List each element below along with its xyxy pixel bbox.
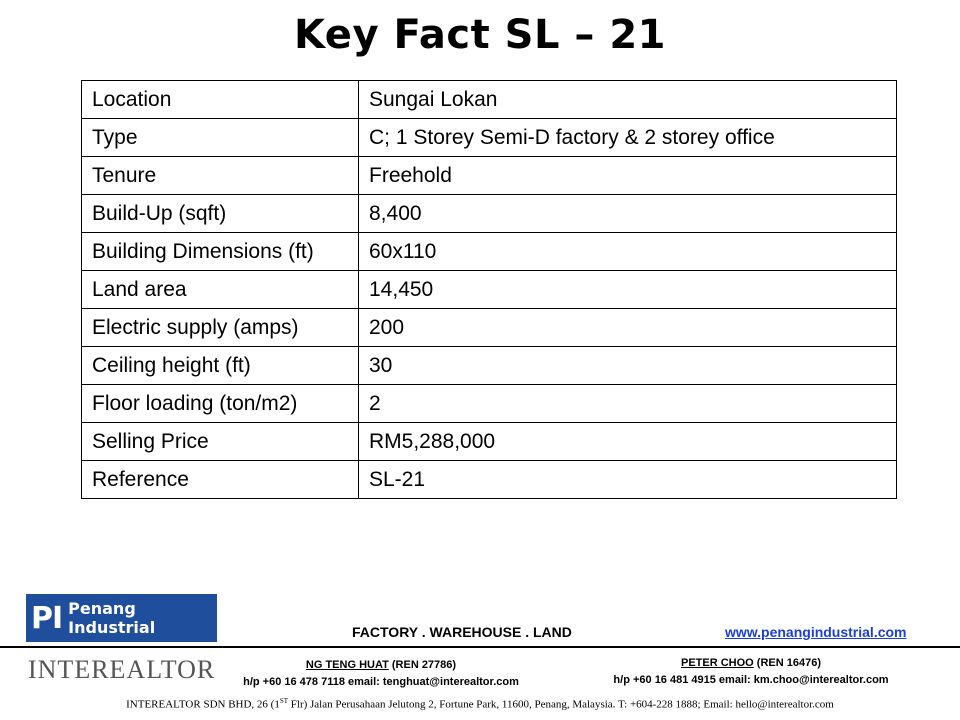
fact-value: SL-21 [359, 461, 897, 499]
table-row [82, 233, 897, 271]
fact-value: RM5,288,000 [359, 423, 897, 461]
fact-label: Building Dimensions (ft) [82, 233, 359, 271]
table-row [82, 461, 897, 499]
fact-label: Floor loading (ton/m2) [82, 385, 359, 423]
penang-industrial-logo [26, 594, 217, 642]
agent-contact-1 [226, 657, 536, 691]
page-title: Key Fact SL – 21 [294, 12, 666, 58]
address-suffix: Flr) Jalan Perusahaan Jelutong 2, Fortune Park, 11600, Penang, Malaysia. T: +604-228 1888; Email: hello@interealtor.com [288, 698, 834, 711]
fact-label: Ceiling height (ft) [82, 347, 359, 385]
pi-logo-text: Penang Industrial [68, 599, 156, 637]
table-row [82, 309, 897, 347]
agent-contact-details: h/p +60 16 478 7118 email: tenghuat@interealtor.com [243, 676, 519, 688]
table-row [82, 81, 897, 119]
table-row [82, 347, 897, 385]
agent-contact-2 [596, 655, 906, 689]
fact-label: Electric supply (amps) [82, 309, 359, 347]
fact-value: Freehold [359, 157, 897, 195]
table-row [82, 119, 897, 157]
fact-value: 8,400 [359, 195, 897, 233]
fact-label: Type [82, 119, 359, 157]
tagline: FACTORY . WAREHOUSE . LAND [352, 624, 572, 640]
table-row [82, 157, 897, 195]
fact-value: 200 [359, 309, 897, 347]
company-address [0, 697, 960, 711]
fact-value: 30 [359, 347, 897, 385]
fact-value: 2 [359, 385, 897, 423]
pi-logo-mark: PI [31, 600, 63, 636]
fact-value: 60x110 [359, 233, 897, 271]
agent-ren: (REN 27786) [391, 659, 457, 671]
key-facts-table [81, 80, 897, 499]
agent-name: PETER CHOO [681, 657, 754, 669]
fact-label: Land area [82, 271, 359, 309]
website-link[interactable]: www.penangindustrial.com [725, 624, 907, 640]
fact-label: Selling Price [82, 423, 359, 461]
address-prefix: INTEREALTOR SDN BHD, 26 (1 [126, 698, 280, 711]
agent-ren: (REN 16476) [756, 657, 821, 669]
fact-value: Sungai Lokan [359, 81, 897, 119]
interealtor-logo: INTEREALTOR [28, 655, 216, 684]
table-row [82, 271, 897, 309]
agent-contact-details: h/p +60 16 481 4915 email: km.choo@interealtor.com [613, 674, 889, 686]
fact-label: Reference [82, 461, 359, 499]
fact-label: Location [82, 81, 359, 119]
footer-divider [0, 646, 960, 648]
fact-label: Build-Up (sqft) [82, 195, 359, 233]
table-row [82, 195, 897, 233]
fact-value: 14,450 [359, 271, 897, 309]
address-sup: ST [279, 697, 289, 705]
table-row [82, 423, 897, 461]
fact-value: C; 1 Storey Semi-D factory & 2 storey office [359, 119, 897, 157]
agent-name: NG TENG HUAT [305, 659, 389, 671]
fact-label: Tenure [82, 157, 359, 195]
table-row [82, 385, 897, 423]
